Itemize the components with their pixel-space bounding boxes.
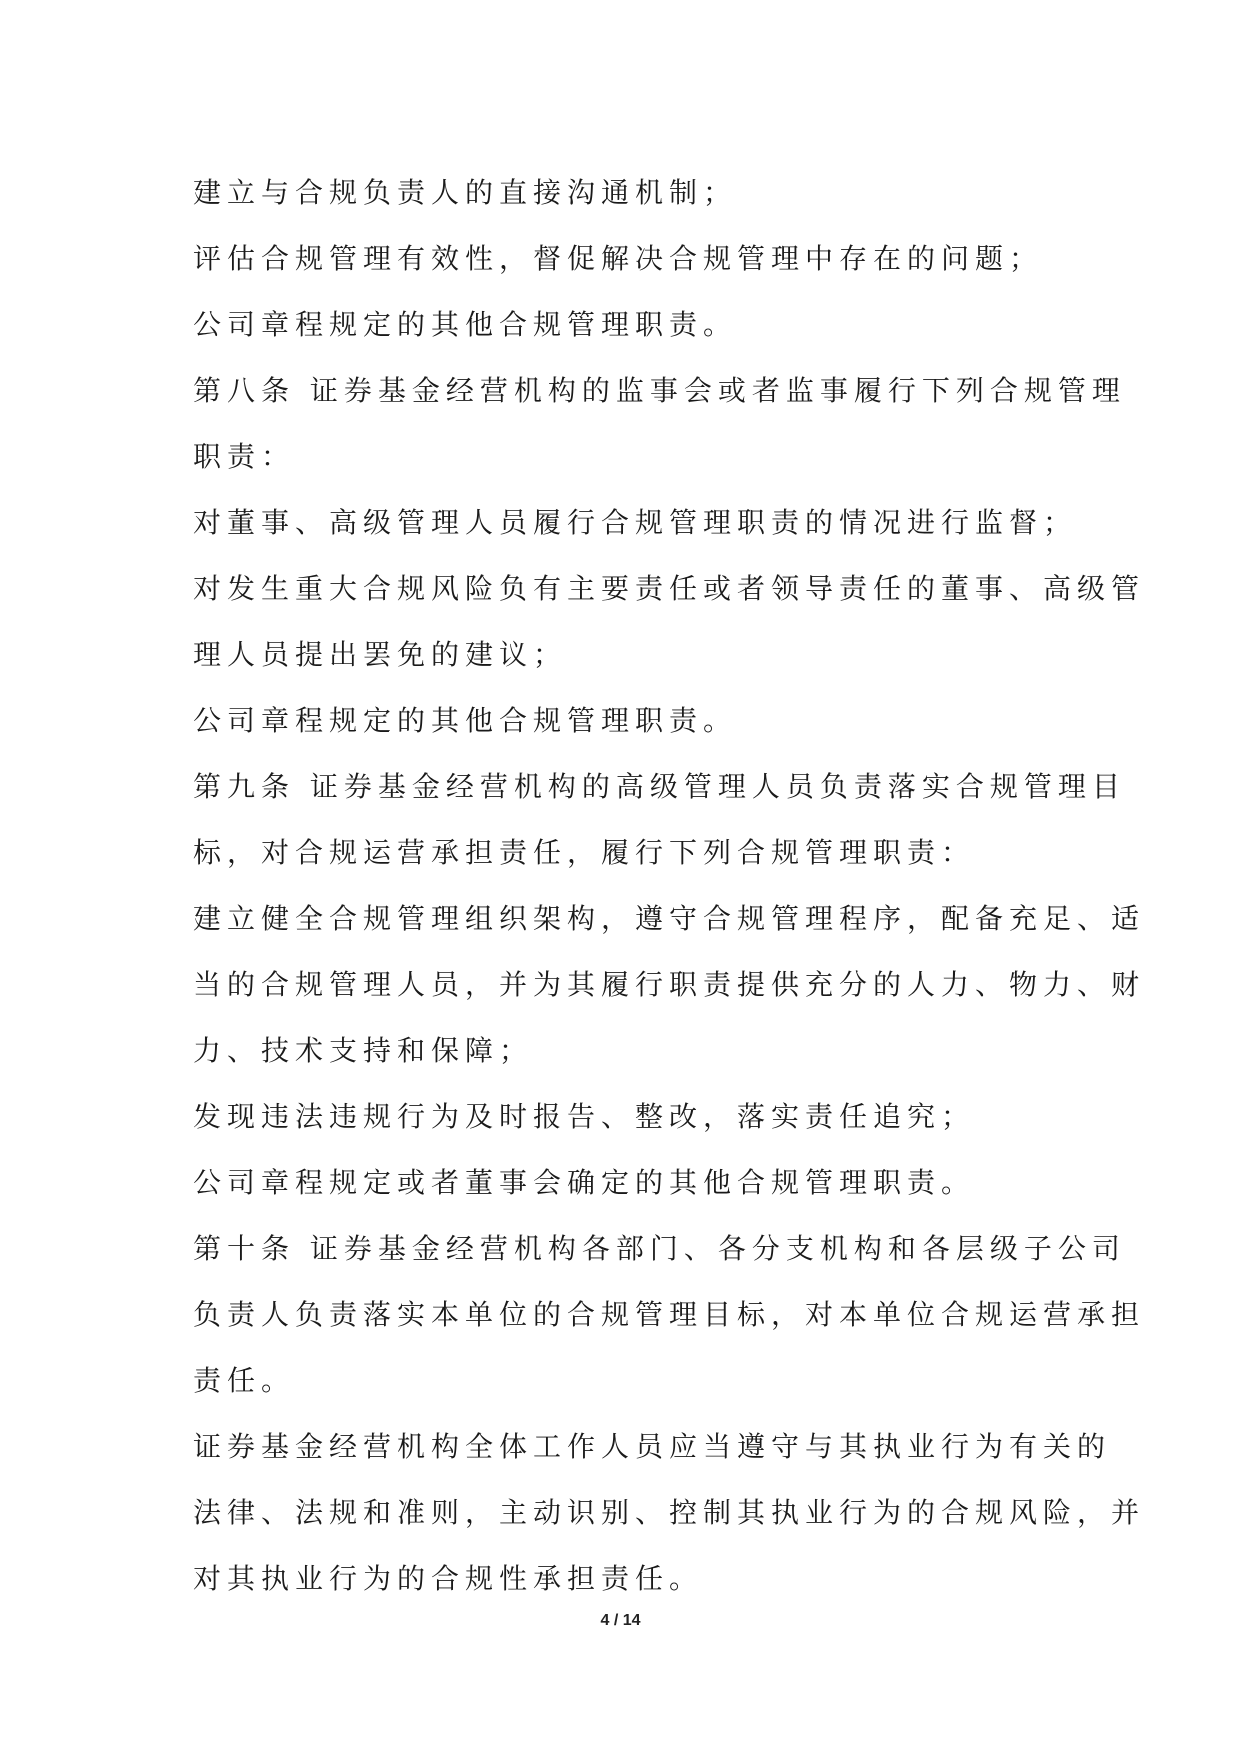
text-line: 责任。 bbox=[193, 1364, 296, 1397]
article-9-heading-line: 第九条 证券基金经营机构的高级管理人员负责落实合规管理目 bbox=[193, 770, 1126, 803]
text-line: 对其执业行为的合规性承担责任。 bbox=[193, 1562, 704, 1595]
text-line: 理人员提出罢免的建议； bbox=[193, 638, 568, 671]
document-body bbox=[193, 160, 1146, 1612]
text-line: 职责： bbox=[193, 440, 296, 473]
text-line: 公司章程规定的其他合规管理职责。 bbox=[193, 308, 738, 341]
text-line: 标，对合规运营承担责任，履行下列合规管理职责： bbox=[193, 836, 976, 869]
text-line: 法律、法规和准则，主动识别、控制其执业行为的合规风险，并 bbox=[193, 1496, 1146, 1529]
text-line: 公司章程规定的其他合规管理职责。 bbox=[193, 704, 738, 737]
text-line: 评估合规管理有效性，督促解决合规管理中存在的问题； bbox=[193, 242, 1044, 275]
text-line: 力、技术支持和保障； bbox=[193, 1034, 534, 1067]
text-line: 建立健全合规管理组织架构，遵守合规管理程序，配备充足、适 bbox=[193, 902, 1146, 935]
text-line: 对董事、高级管理人员履行合规管理职责的情况进行监督； bbox=[193, 506, 1078, 539]
text-line: 当的合规管理人员，并为其履行职责提供充分的人力、物力、财 bbox=[193, 968, 1146, 1001]
text-line: 负责人负责落实本单位的合规管理目标，对本单位合规运营承担 bbox=[193, 1298, 1146, 1331]
text-line: 发现违法违规行为及时报告、整改，落实责任追究； bbox=[193, 1100, 976, 1133]
article-8-heading-line: 第八条 证券基金经营机构的监事会或者监事履行下列合规管理 bbox=[193, 374, 1126, 407]
page-number: 4 / 14 bbox=[600, 1612, 641, 1629]
text-line: 建立与合规负责人的直接沟通机制； bbox=[193, 176, 738, 209]
text-line: 证券基金经营机构全体工作人员应当遵守与其执业行为有关的 bbox=[193, 1430, 1112, 1463]
text-line: 对发生重大合规风险负有主要责任或者领导责任的董事、高级管 bbox=[193, 572, 1146, 605]
article-10-heading-line: 第十条 证券基金经营机构各部门、各分支机构和各层级子公司 bbox=[193, 1232, 1126, 1265]
text-line: 公司章程规定或者董事会确定的其他合规管理职责。 bbox=[193, 1166, 976, 1199]
